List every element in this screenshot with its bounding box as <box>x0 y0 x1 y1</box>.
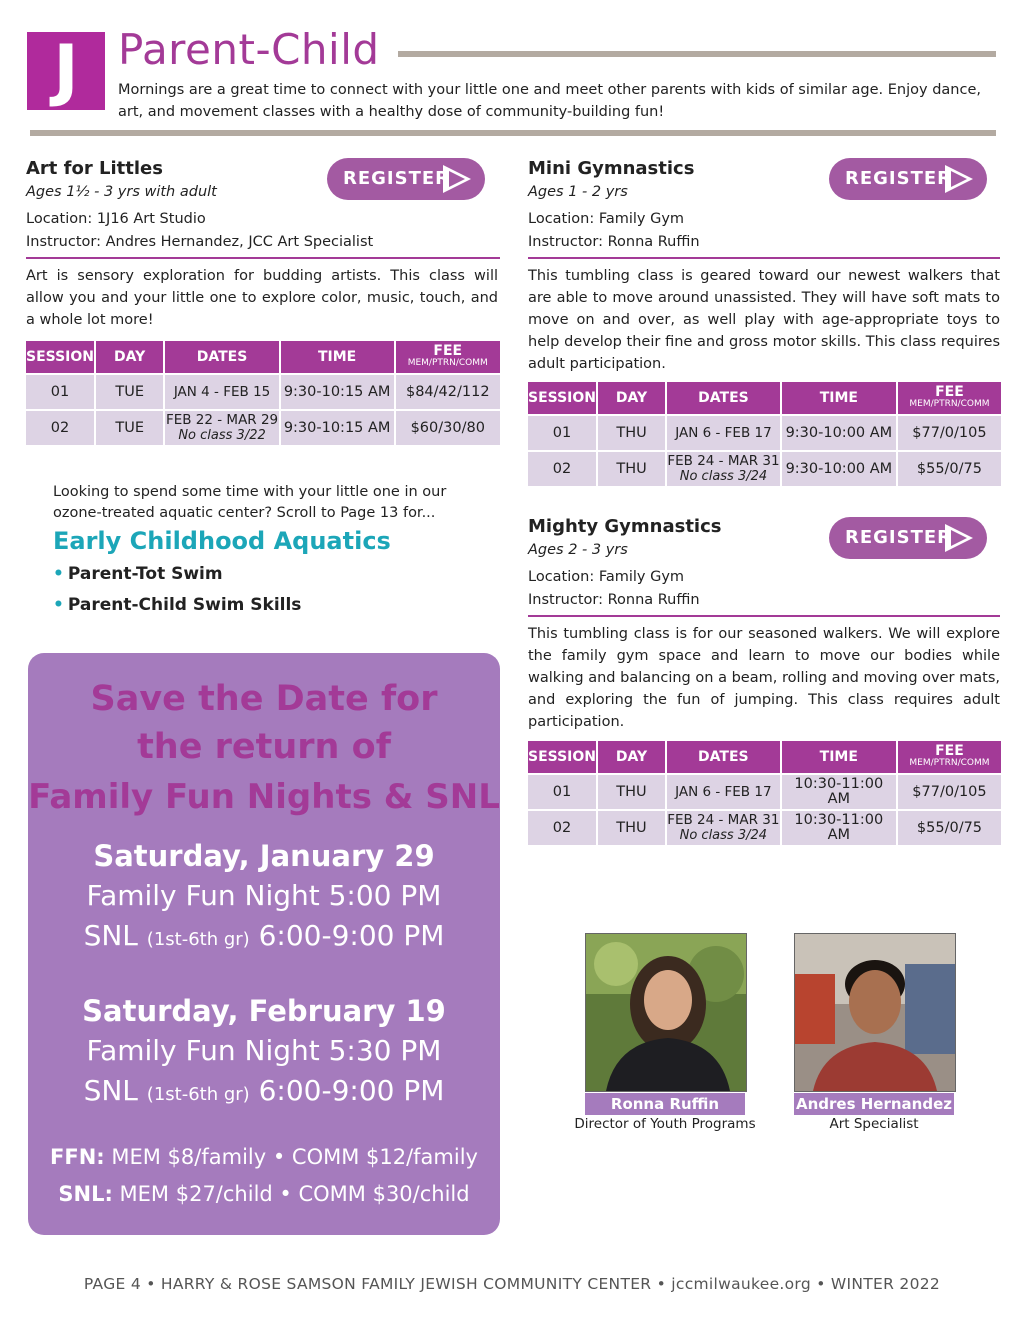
table-row <box>528 775 1001 809</box>
header-session: SESSION <box>26 341 94 373</box>
header-time: TIME <box>281 341 394 373</box>
cell-time: 9:30-10:00 AM <box>782 416 896 450</box>
dates-note: No class 3/24 <box>679 828 768 843</box>
cell-day: TUE <box>96 375 163 409</box>
class-instructor: Instructor: Ronna Ruffin <box>528 234 700 250</box>
cell-dates <box>667 452 780 486</box>
aquatics-title: Early Childhood Aquatics <box>53 527 391 555</box>
schedule-table <box>24 339 502 447</box>
class-description: This tumbling class is for our seasoned walkers. We will explore the family gym space and learn to move our bodies while walking and balancing on a beam, rolling and moving over mats, and exploring the fun of jumping. This class requires adult participation. <box>528 626 1000 730</box>
schedule-table <box>526 380 1003 488</box>
cell-time: 9:30-10:00 AM <box>782 452 896 486</box>
cell-session: 02 <box>528 811 596 845</box>
header-session: SESSION <box>528 741 596 773</box>
aquatics-item: • Parent-Child Swim Skills <box>53 595 302 615</box>
header-dates: DATES <box>165 341 278 373</box>
staff-role: Art Specialist <box>829 1116 919 1132</box>
promo-headline: Family Fun Nights & SNL <box>28 777 500 817</box>
promo-ffn-time: Family Fun Night 5:00 PM <box>86 879 442 912</box>
staff-photo-andres <box>794 933 956 1092</box>
cell-day: THU <box>598 452 665 486</box>
dates-note: No class 3/24 <box>679 469 768 484</box>
table-row <box>26 375 500 409</box>
schedule-table <box>526 739 1003 847</box>
class-description: Art is sensory exploration for budding artists. This class will allow you and your little one to explore color, music, touch, and a whole lot more! <box>26 268 498 328</box>
class-title: Art for Littles <box>26 158 163 179</box>
mini-gymnastics-section <box>528 158 1002 498</box>
promo-snl-time: SNL (1st-6th gr) 6:00-9:00 PM <box>83 919 445 952</box>
promo-headline: Save the Date for <box>90 679 438 719</box>
cell-session: 01 <box>26 375 94 409</box>
cell-fee: $77/0/105 <box>898 775 1001 809</box>
person-photo-icon <box>586 934 746 1091</box>
title-divider <box>398 51 996 57</box>
bullet-icon: • <box>53 595 64 615</box>
register-button[interactable] <box>829 158 987 200</box>
class-title: Mini Gymnastics <box>528 158 695 179</box>
cell-dates <box>165 411 278 445</box>
person-photo-icon <box>795 934 955 1091</box>
dates-range: JAN 6 - FEB 17 <box>675 783 772 800</box>
register-label: REGISTER <box>343 168 451 189</box>
cell-session: 02 <box>26 411 94 445</box>
staff-name: Andres Hernandez <box>796 1095 952 1113</box>
bullet-icon: • <box>53 564 64 584</box>
promo-snl-time: SNL (1st-6th gr) 6:00-9:00 PM <box>83 1074 445 1107</box>
cell-session: 01 <box>528 775 596 809</box>
header-time: TIME <box>782 741 896 773</box>
class-instructor: Instructor: Ronna Ruffin <box>528 592 700 608</box>
cell-time: 10:30-11:00 AM <box>782 811 896 845</box>
cell-fee: $60/30/80 <box>396 411 500 445</box>
cell-time: 10:30-11:00 AM <box>782 775 896 809</box>
table-row <box>528 452 1001 486</box>
dates-range: FEB 24 - MAR 31 <box>667 453 780 469</box>
dates-range: JAN 4 - FEB 15 <box>173 383 271 400</box>
header-day: DAY <box>598 741 665 773</box>
table-row <box>26 411 500 445</box>
class-location: Location: Family Gym <box>528 211 685 227</box>
page-intro: Mornings are a great time to connect with your little one and meet other parents with kids of similar age. Enjoy dance, art, and movement classes with a healthy dose of community-building fun! <box>118 82 981 120</box>
section-divider <box>528 257 1000 259</box>
class-ages: Ages 1 - 2 yrs <box>528 184 628 200</box>
staff-role: Director of Youth Programs <box>574 1116 756 1132</box>
save-the-date-box <box>28 653 500 1235</box>
header-time: TIME <box>782 382 896 414</box>
promo-headline: the return of <box>137 727 391 767</box>
register-button[interactable] <box>327 158 485 200</box>
register-button[interactable] <box>829 517 987 559</box>
header-fee: FEE MEM/PTRN/COMM <box>898 382 1001 414</box>
class-ages: Ages 2 - 3 yrs <box>528 542 628 558</box>
header-dates: DATES <box>667 382 780 414</box>
art-for-littles-section <box>26 158 500 458</box>
promo-date: Saturday, February 19 <box>82 994 446 1028</box>
promo-snl-price: SNL: MEM $27/child • COMM $30/child <box>58 1182 470 1206</box>
header-day: DAY <box>598 382 665 414</box>
dates-range: FEB 24 - MAR 31 <box>667 812 780 828</box>
staff-name: Ronna Ruffin <box>585 1093 745 1115</box>
page-footer: PAGE 4 • HARRY & ROSE SAMSON FAMILY JEWISH COMMUNITY CENTER • jccmilwaukee.org • WINTER 2022 <box>83 1275 941 1293</box>
promo-ffn-price: FFN: MEM $8/family • COMM $12/family <box>50 1145 478 1169</box>
cell-fee: $55/0/75 <box>898 452 1001 486</box>
cell-fee: $55/0/75 <box>898 811 1001 845</box>
register-label: REGISTER <box>845 168 953 189</box>
class-instructor: Instructor: Andres Hernandez, JCC Art Specialist <box>26 234 374 250</box>
promo-ffn-time: Family Fun Night 5:30 PM <box>86 1034 442 1067</box>
header-fee: FEE MEM/PTRN/COMM <box>396 341 500 373</box>
header-fee: FEE MEM/PTRN/COMM <box>898 741 1001 773</box>
cell-session: 01 <box>528 416 596 450</box>
cell-fee: $77/0/105 <box>898 416 1001 450</box>
cell-session: 02 <box>528 452 596 486</box>
class-location: Location: Family Gym <box>528 569 685 585</box>
header-day: DAY <box>96 341 163 373</box>
section-divider <box>26 257 500 259</box>
cell-dates <box>667 811 780 845</box>
section-divider <box>528 615 1000 617</box>
cell-day: TUE <box>96 411 163 445</box>
cell-time: 9:30-10:15 AM <box>281 411 394 445</box>
aquatics-item: • Parent-Tot Swim <box>53 564 223 584</box>
cell-fee: $84/42/112 <box>396 375 500 409</box>
class-location: Location: 1J16 Art Studio <box>26 211 206 227</box>
header-dates: DATES <box>667 741 780 773</box>
header-session: SESSION <box>528 382 596 414</box>
dates-note: No class 3/22 <box>178 428 266 443</box>
cell-dates <box>667 775 780 809</box>
cell-day: THU <box>598 775 665 809</box>
class-description: This tumbling class is geared toward our newest walkers that are able to move around unassisted. They will have soft mats to move on and over, as well play with age-appropriate toys to help develop their fine and gross motor skills. This class requires adult participation. <box>528 268 1000 372</box>
table-row <box>528 811 1001 845</box>
dates-range: JAN 6 - FEB 17 <box>675 424 772 441</box>
class-ages: Ages 1½ - 3 yrs with adult <box>26 184 217 200</box>
aquatics-intro: Looking to spend some time with your little one in our ozone-treated aquatic center? Scroll to Page 13 for... <box>53 484 447 521</box>
cell-dates <box>667 416 780 450</box>
staff-photo-ronna <box>585 933 747 1092</box>
dates-range: FEB 22 - MAR 29 <box>165 412 279 428</box>
cell-day: THU <box>598 811 665 845</box>
cell-day: THU <box>598 416 665 450</box>
promo-date: Saturday, January 29 <box>93 839 435 873</box>
page-title: Parent-Child <box>118 25 380 74</box>
cell-dates <box>165 375 278 409</box>
cell-time: 9:30-10:15 AM <box>281 375 394 409</box>
class-title: Mighty Gymnastics <box>528 516 722 537</box>
table-row <box>528 416 1001 450</box>
jcc-logo: J <box>27 32 105 110</box>
header-divider <box>30 130 996 136</box>
mighty-gymnastics-section <box>528 516 1002 856</box>
register-label: REGISTER <box>845 527 953 548</box>
